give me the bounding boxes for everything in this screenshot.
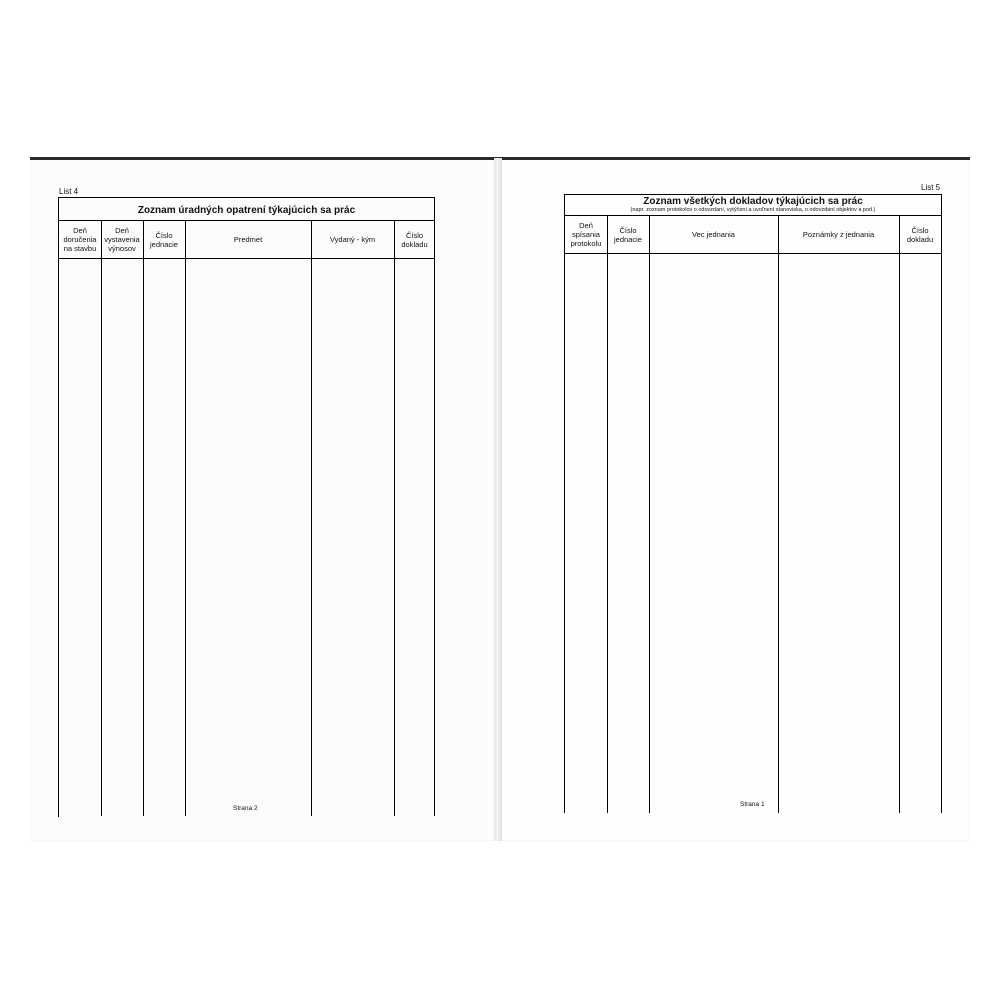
left-col-header-6: Číslo dokladu — [401, 230, 428, 249]
left-column-divider — [185, 221, 186, 816]
right-col-header-2: Číslo jednacie — [614, 225, 642, 244]
right-column-divider — [649, 216, 650, 813]
right-col-header-3: Vec jednania — [692, 230, 735, 239]
right-page-number: Strana 1 — [740, 801, 765, 808]
right-col-header-1: Deň spísania protokolu — [570, 221, 602, 248]
left-table-columns — [59, 221, 434, 816]
left-column-divider — [394, 221, 395, 816]
left-col-header-2: Deň vystavenia výnosov — [104, 226, 140, 253]
left-table-edge — [58, 816, 59, 817]
left-col-header-5: Vydaný - kým — [329, 235, 376, 244]
right-table-title-row — [565, 195, 941, 216]
right-column-divider — [899, 216, 900, 813]
right-table — [564, 194, 942, 814]
left-column-divider — [101, 221, 102, 816]
right-col-header-5: Číslo dokladu — [906, 225, 934, 244]
right-col-header-4: Poznámky z jednania — [802, 230, 875, 239]
right-table-subtitle: (napr. zoznam protokolov o odovzdaní, vytýčení a uvoľnení stanoviska, o odovzdaní objektov a pod.) — [630, 207, 876, 213]
left-col-header-4: Predmet — [233, 235, 263, 244]
right-table-title: Zoznam všetkých dokladov týkajúcich sa prác — [643, 196, 863, 207]
left-page-number: Strana 2 — [233, 805, 258, 812]
left-table-title-row — [59, 198, 434, 221]
left-table-title: Zoznam úradných opatrení týkajúcich sa prác — [137, 205, 356, 216]
left-col-header-1: Deň doručenia na stavbu — [63, 226, 97, 253]
right-column-divider — [607, 216, 608, 813]
right-column-divider — [778, 216, 779, 813]
left-column-divider — [143, 221, 144, 816]
right-table-open-bottom — [564, 813, 943, 815]
right-table-columns — [565, 216, 941, 813]
left-sheet-label: List 4 — [59, 187, 79, 196]
left-column-divider — [311, 221, 312, 816]
left-table — [58, 197, 435, 817]
left-table-open-bottom — [58, 816, 436, 818]
book-gutter — [494, 158, 502, 841]
right-sheet-label: List 5 — [921, 183, 941, 192]
left-col-header-3: Číslo jednacie — [150, 230, 178, 249]
